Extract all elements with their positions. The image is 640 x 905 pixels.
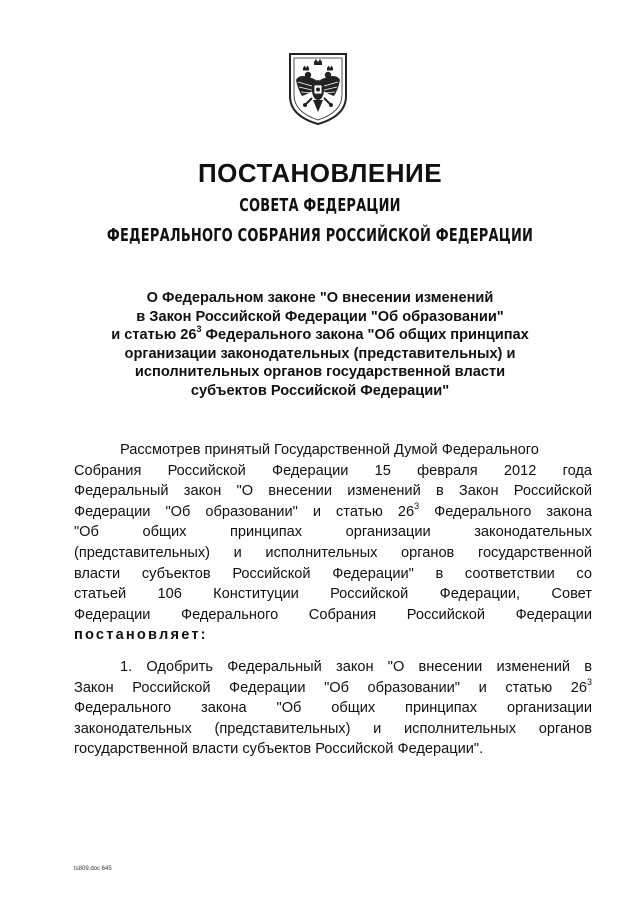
body-paragraph-1 xyxy=(74,440,592,646)
decree-word: постановляет: xyxy=(74,627,208,644)
heading-line: в Закон Российской Федерации "Об образовании" xyxy=(136,308,504,325)
text-fragment: Закон Российской Федерации "Об образовании" и статью 26 xyxy=(74,679,587,696)
heading-line: субъектов Российской Федерации" xyxy=(190,382,450,399)
text-line xyxy=(74,502,592,523)
text-fragment: Федерации "Об образовании" и статью 26 xyxy=(74,503,415,520)
text-line: государственной власти субъектов Российской Федерации". xyxy=(74,741,484,758)
text-line: Собрания Российской Федерации 15 февраля 2012 года xyxy=(74,462,592,479)
superscript: 3 xyxy=(586,676,592,687)
heading-line: Федерального закона "Об общих принципах xyxy=(201,327,529,344)
text-line: (представительных) и исполнительных органов государственной xyxy=(74,544,592,561)
text-line: законодательных (представительных) и исполнительных органов xyxy=(74,720,592,737)
text-fragment: Федерального закона xyxy=(419,503,592,520)
document-title: ПОСТАНОВЛЕНИЕ xyxy=(197,158,443,188)
heading-line: О Федеральном законе "О внесении изменений xyxy=(146,290,494,306)
heading-line: организации законодательных (представительных) и xyxy=(124,345,516,362)
text-line xyxy=(74,678,592,699)
document-subtitle-line1: СОВЕТА ФЕДЕРАЦИИ xyxy=(239,195,401,216)
text-line: статьей 106 Конституции Российской Федерации, Совет xyxy=(74,586,592,603)
footer-doc-code: ts809.doc 645 xyxy=(74,866,112,872)
superscript: 3 xyxy=(414,500,420,511)
resolution-heading xyxy=(60,289,580,401)
heading-line: исполнительных органов государственной власти xyxy=(134,364,506,381)
heading-line: и статью 26 xyxy=(111,327,197,344)
document-subtitle-line2: ФЕДЕРАЛЬНОГО СОБРАНИЯ РОССИЙСКОЙ ФЕДЕРАЦИИ xyxy=(106,225,534,246)
superscript: 3 xyxy=(196,324,202,335)
coat-of-arms-emblem xyxy=(286,50,350,126)
text-line: Федерального закона "Об общих принципах организации xyxy=(74,700,592,717)
text-line: власти субъектов Российской Федерации" в соответствии со xyxy=(74,565,592,582)
text-line: "Об общих принципах организации законодательных xyxy=(74,524,592,541)
text-line: Федеральный закон "О внесении изменений в Закон Российской xyxy=(74,483,592,500)
text-line: 1. Одобрить Федеральный закон "О внесении изменений в xyxy=(120,659,592,675)
body-paragraph-2 xyxy=(74,657,592,760)
text-line: Федерации Федерального Собрания Российской Федерации xyxy=(74,606,592,623)
text-line: Рассмотрев принятый Государственной Думой Федерального xyxy=(120,442,539,458)
